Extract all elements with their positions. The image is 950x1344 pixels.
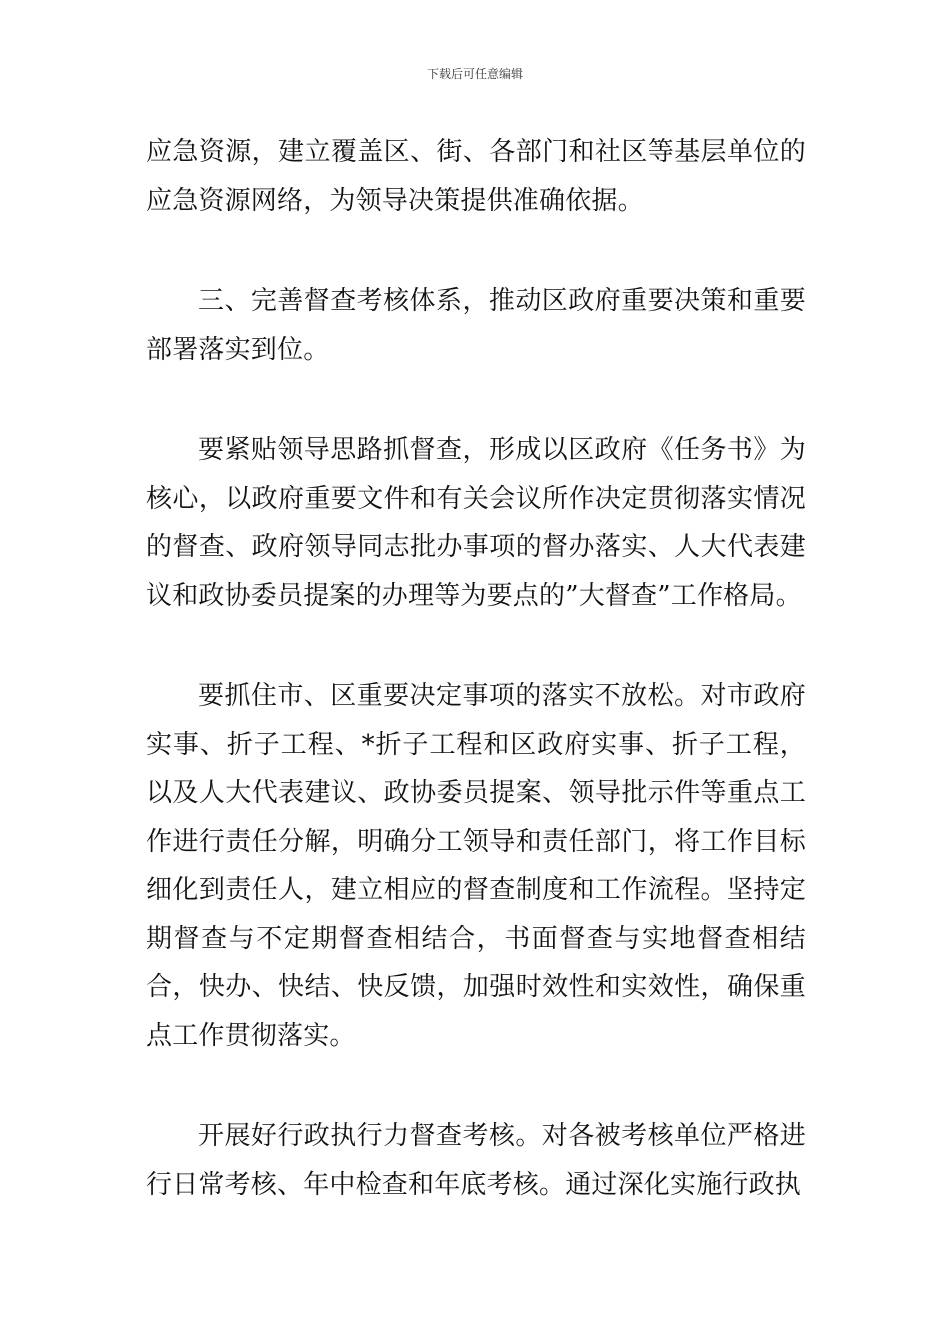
paragraph-1: 应急资源，建立覆盖区、街、各部门和社区等基层单位的应急资源网络，为领导决策提供准确依据。 [146, 137, 806, 216]
paragraph-3: 要紧贴领导思路抓督查，形成以区政府《任务书》为核心，以政府重要文件和有关会议所作决定贯彻落实情况的督查、政府领导同志批办事项的督办落实、人大代表建议和政协委员提案的办理等为要点的”大督查”工作格局。 [146, 435, 806, 611]
paragraph-4: 要抓住市、区重要决定事项的落实不放松。对市政府实事、折子工程、*折子工程和区政府实事、折子工程，以及人大代表建议、政协委员提案、领导批示件等重点工作进行责任分解，明确分工领导和责任部门，将工作目标细化到责任人，建立相应的督查制度和工作流程。坚持定期督查与不定期督查相结合，书面督查与实地督查相结合，快办、快结、快反馈，加强时效性和实效性，确保重点工作贯彻落实。 [146, 681, 806, 1051]
paragraph-5: 开展好行政执行力督查考核。对各被考核单位严格进行日常考核、年中检查和年底考核。通过深化实施行政执 [146, 1121, 806, 1200]
document-body [146, 128, 806, 1209]
paragraph-2-section-heading: 三、完善督查考核体系，推动区政府重要决策和重要部署落实到位。 [146, 286, 806, 365]
page-header: 下载后可任意编辑 [426, 67, 523, 81]
